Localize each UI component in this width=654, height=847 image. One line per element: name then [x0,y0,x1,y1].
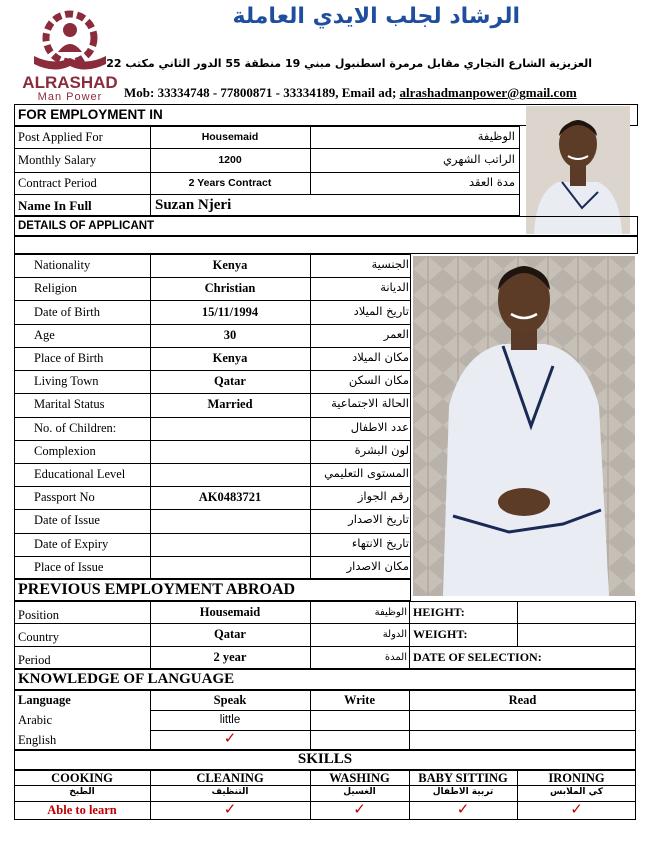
skill-arabic: كي الملابس [550,787,603,797]
skill-header: CLEANING [196,771,264,785]
applicant-label: Religion [34,281,78,296]
language-section-title: KNOWLEDGE OF LANGUAGE [18,671,235,687]
skill-value: Able to learn [47,803,117,817]
applicant-label: Date of Birth [34,304,100,319]
skill-header: COOKING [51,771,113,785]
applicant-value: 30 [223,327,237,342]
arabic-title: الرشاد لجلب الايدي العاملة [232,4,520,29]
skill-header: WASHING [329,771,390,785]
logo-name: ALRASHAD [22,73,118,92]
skill-value: ✓ [223,800,237,818]
applicant-arabic-label: الجنسية [371,257,409,272]
applicant-label: Marital Status [34,397,105,412]
applicant-arabic-label: تاريخ الانتهاء [351,535,409,550]
address: العزيزية الشارع التجاري مقابل مرمرة اسطنبول مبني 19 منطقة 55 الدور الثاني مكتب 22 [106,57,592,70]
previous-side-label: WEIGHT: [413,627,468,641]
applicant-value: AK0483721 [198,490,262,505]
employment-arabic-label: الراتب الشهري [443,151,515,166]
email-link[interactable]: alrashadmanpower@gmail.com [399,85,577,100]
previous-label: Position [18,607,59,622]
name-label: Name In Full [18,198,92,213]
skill-header: IRONING [548,771,605,785]
applicant-value: Kenya [212,350,248,365]
contact-numbers: Mob: 33334748 - 77800871 - 33334189, Email ad; [124,85,400,100]
applicant-label: No. of Children: [34,420,117,435]
applicant-arabic-label: مكان السكن [348,373,409,388]
previous-value: Qatar [214,627,246,641]
previous-arabic-label: الوظيفة [374,606,407,618]
applicant-section-title: DETAILS OF APPLICANT [18,220,155,232]
applicant-arabic-label: المستوى التعليمي [324,466,409,481]
employment-value: 2 Years Contract [188,176,272,189]
applicant-label: Age [34,327,55,342]
lang-arabic-speak: little [219,714,241,726]
applicant-arabic-label: العمر [383,326,409,341]
lang-header-write: Write [343,693,375,707]
lang-header-read: Read [508,693,537,707]
applicant-arabic-label: الحالة الاجتماعية [331,396,409,411]
applicant-label: Place of Issue [34,559,104,574]
company-logo [14,8,126,103]
applicant-value: 15/11/1994 [201,304,259,319]
applicant-arabic-label: مكان الميلاد [352,349,409,364]
skill-header: BABY SITTING [418,771,508,785]
applicant-label: Complexion [34,443,96,458]
skill-arabic: الطبخ [69,787,95,797]
applicant-value: Married [207,397,253,412]
applicant-arabic-label: رقم الجواز [357,489,409,504]
lang-header-speak: Speak [213,693,247,707]
lang-row-arabic: Arabic [18,713,53,727]
skill-value: ✓ [456,800,470,818]
skills-section-title: SKILLS [297,751,353,767]
logo-tagline: Man Power [37,91,103,103]
applicant-label: Passport No [34,490,95,505]
employment-value: 1200 [218,153,242,166]
applicant-label: Date of Expiry [34,536,109,551]
applicant-label: Place of Birth [34,350,104,365]
employment-label: Contract Period [18,175,97,190]
previous-side-label: HEIGHT: [413,604,465,619]
applicant-arabic-label: تاريخ الاصدار [348,512,409,527]
applicant-arabic-label: عدد الاطفال [350,419,409,434]
previous-side-label: DATE OF SELECTION: [413,650,542,664]
applicant-label: Date of Issue [34,513,100,528]
skill-arabic: التنظيف [211,787,249,797]
employment-arabic-label: الوظيفة [477,128,515,143]
employment-arabic-label: مدة العقد [469,174,515,189]
applicant-arabic-label: تاريخ الميلاد [353,303,409,318]
previous-value: 2 year [213,650,247,664]
previous-section-title: PREVIOUS EMPLOYMENT ABROAD [18,581,296,598]
employment-value: Housemaid [201,130,259,143]
applicant-label: Living Town [34,374,99,389]
previous-value: Housemaid [199,604,261,619]
skill-arabic: تربية الاطفال [432,787,494,797]
applicant-value: Kenya [212,258,248,273]
previous-label: Period [18,653,51,667]
previous-arabic-label: المدة [384,652,407,663]
previous-label: Country [18,630,59,644]
applicant-photo-small [526,106,630,234]
applicant-label: Nationality [34,258,91,273]
applicant-label: Educational Level [34,467,126,482]
employment-section-title: FOR EMPLOYMENT IN [18,107,163,122]
previous-arabic-label: الدولة [382,629,407,640]
employment-label: Monthly Salary [18,152,97,167]
applicant-photo-large [413,256,635,596]
lang-english-speak: ✓ [223,729,237,747]
applicant-arabic-label: الديانة [380,280,409,295]
name-value: Suzan Njeri [155,197,232,213]
skill-value: ✓ [570,800,583,818]
employment-label: Post Applied For [18,129,103,144]
skill-arabic: الغسيل [343,787,376,797]
applicant-value: Qatar [214,374,246,389]
lang-row-english: English [18,733,57,747]
skill-value: ✓ [353,800,366,818]
applicant-arabic-label: مكان الاصدار [346,558,409,573]
lang-header-language: Language [18,693,71,707]
applicant-arabic-label: لون البشرة [354,442,409,457]
contact-line [124,86,577,99]
applicant-value: Christian [204,281,256,296]
